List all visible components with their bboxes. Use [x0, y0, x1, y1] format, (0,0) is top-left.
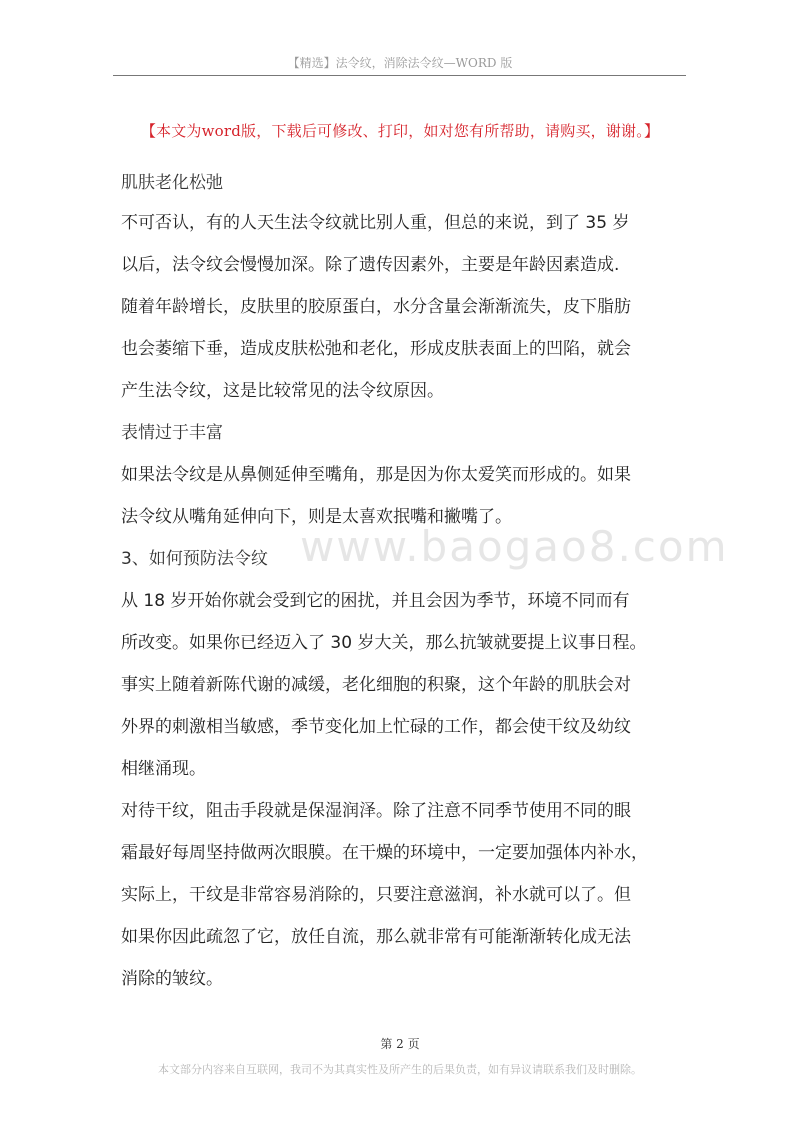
page-number: 第 2 页: [380, 1037, 420, 1051]
paragraph-line: 产生法令纹，这是比较常见的法令纹原因。: [121, 381, 444, 401]
header-divider: [113, 75, 686, 76]
paragraph-line: 实际上，干纹是非常容易消除的，只要注意滋润，补水就可以了。但: [121, 885, 631, 905]
page-header-title: 【精选】法令纹，消除法令纹—WORD 版: [287, 56, 513, 70]
section-heading-expressions: 表情过于丰富: [121, 423, 223, 443]
paragraph-line: 法令纹从嘴角延伸向下，则是太喜欢抿嘴和撇嘴了。: [121, 507, 512, 527]
footer-disclaimer: 本文部分内容来自互联网，我司不为其真实性及所产生的后果负责，如有异议请联系我们及时删除。: [158, 1063, 642, 1076]
paragraph-line: 以后，法令纹会慢慢加深。除了遗传因素外，主要是年龄因素造成.: [121, 255, 620, 275]
paragraph-line: 如果法令纹是从鼻侧延伸至嘴角，那是因为你太爱笑而形成的。如果: [121, 465, 631, 485]
paragraph-line: 如果你因此疏忽了它，放任自流，那么就非常有可能渐渐转化成无法: [121, 927, 631, 947]
paragraph-line: 所改变。如果你已经迈入了 30 岁大关，那么抗皱就要提上议事日程。: [121, 633, 647, 653]
paragraph-line: 事实上随着新陈代谢的减缓，老化细胞的积聚，这个年龄的肌肤会对: [121, 675, 631, 695]
paragraph-line: 不可否认，有的人天生法令纹就比别人重，但总的来说，到了 35 岁: [121, 213, 630, 233]
paragraph-line: 霜最好每周坚持做两次眼膜。在干燥的环境中，一定要加强体内补水，: [121, 843, 648, 863]
paragraph-line: 随着年龄增长，皮肤里的胶原蛋白，水分含量会渐渐流失，皮下脂肪: [121, 297, 631, 317]
word-version-notice: 【本文为word版，下载后可修改、打印，如对您有所帮助，请购买，谢谢。】: [140, 122, 660, 140]
watermark: www.baogao8.com: [300, 522, 729, 571]
paragraph-line: 也会萎缩下垂，造成皮肤松弛和老化，形成皮肤表面上的凹陷，就会: [121, 339, 631, 359]
paragraph-line: 消除的皱纹。: [121, 969, 223, 989]
section-heading-prevention: 3、如何预防法令纹: [121, 549, 268, 569]
paragraph-line: 相继涌现。: [121, 759, 206, 779]
paragraph-line: 对待干纹，阻击手段就是保湿润泽。除了注意不同季节使用不同的眼: [121, 801, 631, 821]
section-heading-skin-aging: 肌肤老化松弛: [121, 173, 223, 193]
paragraph-line: 从 18 岁开始你就会受到它的困扰，并且会因为季节，环境不同而有: [121, 591, 630, 611]
paragraph-line: 外界的刺激相当敏感，季节变化加上忙碌的工作，都会使干纹及幼纹: [121, 717, 631, 737]
